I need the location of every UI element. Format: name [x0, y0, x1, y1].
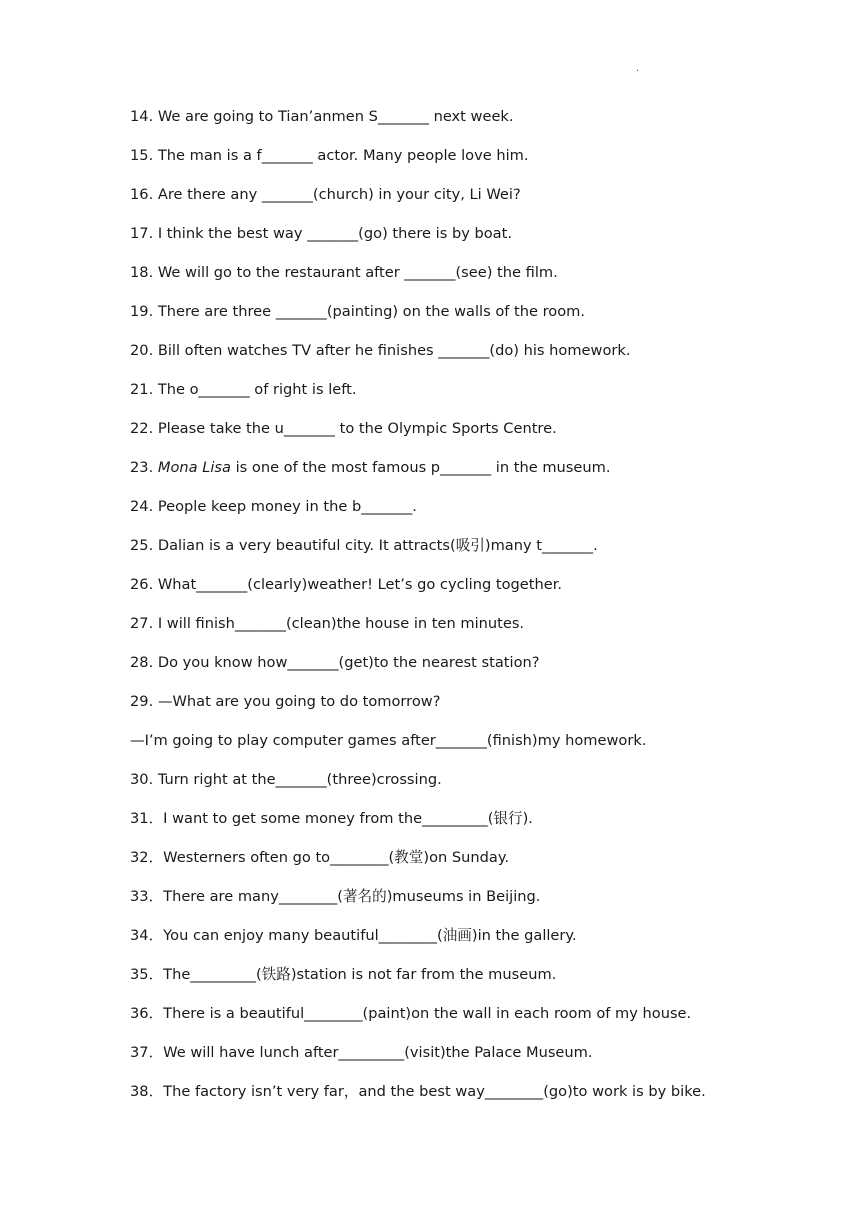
- exercise-line-38: 38．The factory isn’t very far，and the best way________(go)to work is by bike.: [130, 1083, 706, 1100]
- exercise-line-32: 32．Westerners often go to________(教堂)on Sunday.: [130, 849, 510, 866]
- exercise-line-14: 14. We are going to Tian’anmen S_______ next week.: [130, 108, 514, 125]
- exercise-line-35: 35．The_________(铁路)station is not far from the museum.: [130, 966, 557, 983]
- page-mark: ·: [636, 66, 640, 77]
- exercise-line-36: 36．There is a beautiful________(paint)on the wall in each room of my house.: [130, 1005, 692, 1022]
- exercise-line-15: 15. The man is a f_______ actor. Many people love him.: [130, 147, 529, 164]
- exercise-line-30: 30. Turn right at the_______(three)crossing.: [130, 771, 442, 788]
- exercise-line-33: 33．There are many________(著名的)museums in Beijing.: [130, 888, 541, 905]
- exercise-list: [130, 107, 830, 1121]
- exercise-line-19: 19. There are three _______(painting) on the walls of the room.: [130, 303, 585, 320]
- exercise-line-34: 34．You can enjoy many beautiful________(油画)in the gallery.: [130, 927, 577, 944]
- exercise-line-23: [130, 458, 830, 497]
- exercise-line-24: 24. People keep money in the b_______.: [130, 498, 417, 515]
- exercise-line-25: 25. Dalian is a very beautiful city. It attracts(吸引)many t_______.: [130, 537, 598, 554]
- exercise-line-28: 28. Do you know how_______(get)to the nearest station?: [130, 654, 540, 671]
- exercise-line-21: 21. The o_______ of right is left.: [130, 381, 357, 398]
- exercise-line-31: 31．I want to get some money from the_________(银行).: [130, 810, 533, 827]
- exercise-line-17: 17. I think the best way _______(go) there is by boat.: [130, 225, 512, 242]
- exercise-line-23-title: Mona Lisa: [157, 459, 231, 476]
- exercise-line-27: 27. I will finish_______(clean)the house in ten minutes.: [130, 615, 525, 632]
- exercise-line-37: 37．We will have lunch after_________(visit)the Palace Museum.: [130, 1044, 593, 1061]
- exercise-line-29-answer: —I’m going to play computer games after_______(finish)my homework.: [130, 732, 647, 749]
- exercise-line-23-rest: is one of the most famous p_______ in the museum.: [230, 459, 611, 476]
- exercise-line-22: 22. Please take the u_______ to the Olympic Sports Centre.: [130, 420, 557, 437]
- exercise-line-23-number: 23.: [130, 459, 158, 476]
- exercise-line-18: 18. We will go to the restaurant after _______(see) the film.: [130, 264, 558, 281]
- exercise-line-26: 26. What_______(clearly)weather! Let’s go cycling together.: [130, 576, 563, 593]
- exercise-line-29-question: 29. —What are you going to do tomorrow?: [130, 693, 441, 710]
- exercise-line-20: 20. Bill often watches TV after he finishes _______(do) his homework.: [130, 342, 631, 359]
- exercise-line-16: 16. Are there any _______(church) in your city, Li Wei?: [130, 186, 521, 203]
